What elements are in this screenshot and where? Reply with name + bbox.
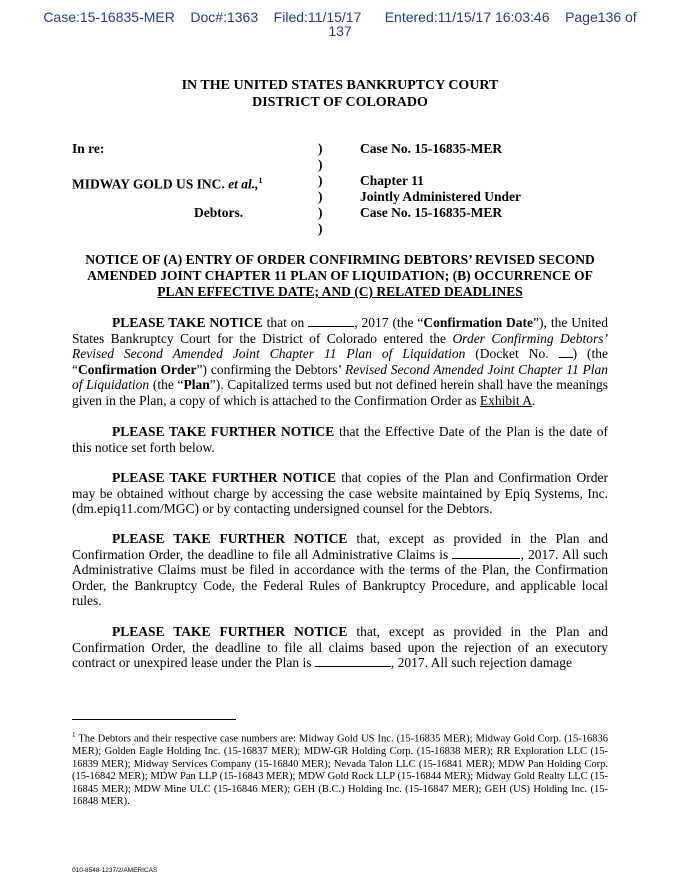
footnote: $^1$ The Debtors and their respective case numbers are: Midway Gold US Inc. (15-16835 MER); Midway Gold Corp. (15-16836 MER); Golden Eagle Holding Inc. (15-16837 MER); MDW-GR Holding Corp. (15-16838 MER); RR Exploration LLC (15-16839 MER); Midway Services Company (15-16840 MER); Nevada Talon LLC (15-16841 MER); MDW Pan Holding Corp. (15-16842 MER); MDW Pan LLP (15-16843 MER); MDW Gold Rock LLP (15-16844 MER); Midway Gold Realty LLC (15-16845 MER); MDW Mine ULC (15-16846 MER); GEH (B.C.) Holding Inc. (15-16847 MER); GEH (US) Holding Inc. (15-16848 MER). xyxy=(72,731,608,808)
paragraph-rejection-claims: PLEASE TAKE FURTHER NOTICE that, except as provided in the Plan and Confirmation Order, the deadline to file all claims based upon the rejection of an executory contract or unexpired lease under the Plan is , 2017. All such rejection damage xyxy=(72,624,608,671)
jointly-administered: Jointly Administered Under xyxy=(360,189,522,204)
paren: ) xyxy=(318,221,323,236)
header-filed: Filed:11/15/17 xyxy=(273,9,362,25)
header-page-total: 137 xyxy=(328,23,352,39)
chapter: Chapter 11 xyxy=(360,173,424,188)
case-caption xyxy=(72,141,612,239)
header-doc: Doc#:1363 xyxy=(190,9,259,25)
paren: ) xyxy=(318,173,323,188)
paren: ) xyxy=(318,189,323,204)
exhibit-a-link: Exhibit A xyxy=(479,392,533,408)
title-line: AMENDED JOINT CHAPTER 11 PLAN OF LIQUIDATION; (B) OCCURRENCE OF xyxy=(87,268,593,283)
notice-title xyxy=(72,252,608,300)
paragraph-admin-claims: PLEASE TAKE FURTHER NOTICE that, except as provided in the Plan and Confirmation Order, the deadline to file all Administrative Claims is , 2017. All such Administrative Claims must be filed in accordance with the terms of the Plan, the Confirmation Order, the Bankruptcy Code, the Federal Rules of Bankruptcy Procedure, and applicable local rules. xyxy=(72,531,608,609)
title-line: PLAN EFFECTIVE DATE; AND (C) RELATED DEADLINES xyxy=(157,284,523,299)
header-entered: Entered:11/15/17 16:03:46 xyxy=(384,9,550,25)
case-number: Case No. 15-16835-MER xyxy=(360,141,503,156)
in-re-label: In re: xyxy=(72,141,105,156)
footnote-divider xyxy=(72,719,236,720)
title-line: NOTICE OF (A) ENTRY OF ORDER CONFIRMING DEBTORS’ REVISED SECOND xyxy=(85,252,595,267)
header-page: Page136 of xyxy=(565,9,637,25)
court-district: DISTRICT OF COLORADO xyxy=(252,95,428,110)
paren: ) xyxy=(318,141,323,156)
paragraph-confirmation: PLEASE TAKE NOTICE that on , 2017 (the “Confirmation Date”), the United States Bankruptcy Court for the District of Colorado entered the Order Confirming Debtors’ Revised Second Amended Joint Chapter 11 Plan of Liquidation (Docket No. ) (the “Confirmation Order”) confirming the Debtors’ Revised Second Amended Joint Chapter 11 Plan of Liquidation (the “Plan”). Capitalized terms used but not defined herein shall have the meanings given in the Plan, a copy of which is attached to the Confirmation Order as Exhibit A. xyxy=(72,315,609,408)
ecf-header xyxy=(0,10,680,38)
debtors-label: Debtors. xyxy=(194,205,244,220)
court-heading xyxy=(0,77,680,111)
paragraph-effective-date: PLEASE TAKE FURTHER NOTICE that the Effective Date of the Plan is the date of this notice set forth below. xyxy=(72,424,608,455)
document-id: 010-8548-1237/2/AMERICAS xyxy=(72,867,158,874)
lead-case-number: Case No. 15-16835-MER xyxy=(360,205,503,220)
header-case: Case:15-16835-MER xyxy=(43,9,175,25)
paren: ) xyxy=(318,157,323,172)
debtor-name: MIDWAY GOLD US INC. et al.,$^1$ xyxy=(72,176,263,192)
court-name: IN THE UNITED STATES BANKRUPTCY COURT xyxy=(181,78,499,93)
paren: ) xyxy=(318,205,323,220)
paragraph-copies: PLEASE TAKE FURTHER NOTICE that copies of the Plan and Confirmation Order may be obtained without charge by accessing the case website maintained by Epiq Systems, Inc. (dm.epiq11.com/MGC) or by contacting undersigned counsel for the Debtors. xyxy=(72,470,608,517)
